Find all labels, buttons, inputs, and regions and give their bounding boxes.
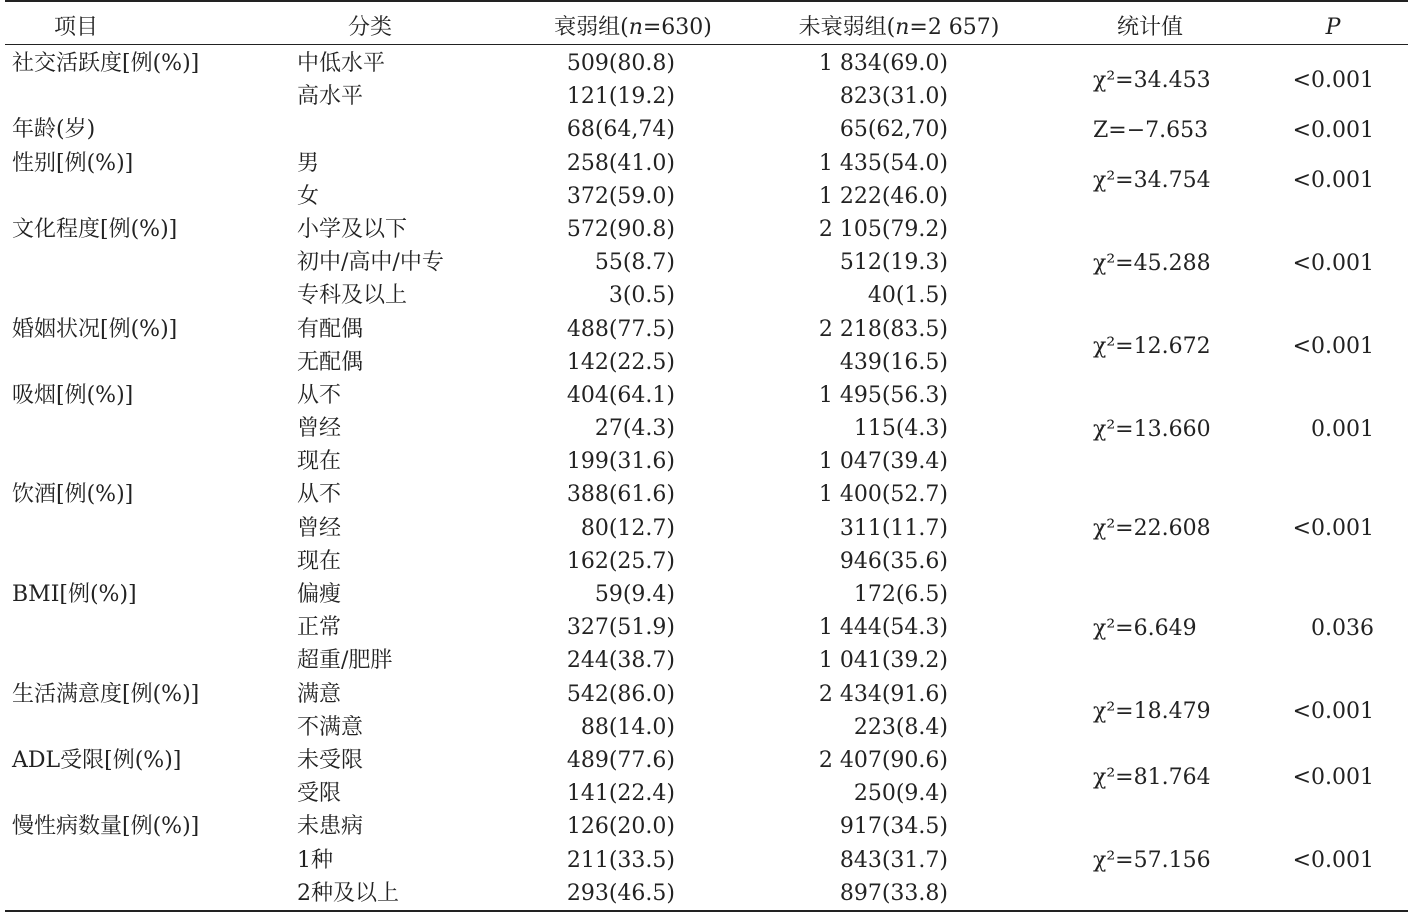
row-nonfrail-value: 2 105(79.2) [818, 216, 948, 242]
row-nonfrail-value: 1 435(54.0) [818, 150, 948, 176]
row-frail-value: 542(86.0) [566, 681, 675, 707]
table-row [0, 579, 1413, 612]
row-nonfrail-value: 512(19.3) [839, 250, 948, 276]
row-frail-value: 80(12.7) [580, 515, 675, 541]
row-frail-value: 258(41.0) [566, 150, 675, 176]
table-row [0, 214, 1413, 247]
row-category: 偏瘦 [297, 582, 342, 607]
header-nonfrail-n-value: =2 657) [909, 15, 1000, 40]
table-row [0, 280, 1413, 313]
row-nonfrail-value: 917(34.5) [839, 814, 948, 840]
row-frail-value: 327(51.9) [566, 615, 675, 641]
table-row [0, 380, 1413, 413]
p-value: <0.001 [1292, 68, 1374, 94]
row-nonfrail-value: 172(6.5) [853, 582, 948, 607]
row-category: 未患病 [297, 814, 364, 840]
p-value: <0.001 [1292, 848, 1374, 874]
row-category: 高水平 [297, 84, 364, 110]
row-category: 小学及以下 [297, 216, 408, 242]
p-value: <0.001 [1292, 250, 1374, 276]
row-frail-value: 88(14.0) [580, 714, 675, 740]
row-frail-value: 55(8.7) [594, 250, 675, 276]
row-item: 社交活跃度[例(%)] [12, 51, 200, 76]
row-nonfrail-value: 2 434(91.6) [818, 681, 948, 707]
p-value: <0.001 [1292, 333, 1374, 359]
table-row [0, 645, 1413, 678]
table-header [0, 2, 1413, 44]
p-value: 0.001 [1311, 416, 1374, 442]
row-frail-value: 141(22.4) [566, 781, 675, 807]
row-category: 正常 [297, 615, 342, 641]
statistic-value: χ²=12.672 [1093, 333, 1211, 359]
row-item: 年龄(岁) [12, 117, 96, 143]
statistic-value: χ²=34.754 [1093, 167, 1211, 193]
table-row [0, 479, 1413, 512]
row-item: 婚姻状况[例(%)] [12, 316, 178, 342]
p-value: <0.001 [1292, 167, 1374, 193]
row-frail-value: 572(90.8) [566, 216, 675, 242]
row-frail-value: 68(64,74) [566, 117, 675, 143]
row-nonfrail-value: 115(4.3) [853, 416, 948, 442]
row-item: 饮酒[例(%)] [12, 482, 134, 508]
row-frail-value: 509(80.8) [566, 51, 675, 76]
row-category: 曾经 [297, 515, 342, 541]
row-nonfrail-value: 1 047(39.4) [818, 449, 948, 475]
row-nonfrail-value: 823(31.0) [839, 84, 948, 110]
stat-group [0, 68, 1413, 94]
row-frail-value: 27(4.3) [594, 416, 675, 442]
row-frail-value: 126(20.0) [566, 814, 675, 840]
row-nonfrail-value: 1 222(46.0) [818, 183, 948, 209]
row-nonfrail-value: 2 218(83.5) [818, 316, 948, 342]
header-frail-group [554, 15, 712, 41]
stat-group [0, 848, 1413, 874]
table-row [0, 811, 1413, 844]
table-row [0, 546, 1413, 579]
row-category: 1种 [297, 847, 333, 873]
statistic-value: χ²=45.288 [1093, 250, 1211, 276]
statistic-value: χ²=6.649 [1093, 616, 1197, 641]
row-category: 满意 [297, 681, 342, 707]
table-header-rule [5, 44, 1408, 45]
row-category: 专科及以上 [297, 283, 408, 309]
row-frail-value: 388(61.6) [566, 482, 675, 508]
stat-group [0, 118, 1413, 144]
row-item: 性别[例(%)] [12, 150, 134, 176]
row-frail-value: 199(31.6) [566, 449, 675, 475]
row-category: 曾经 [297, 416, 342, 442]
row-category: 超重/肥胖 [297, 648, 393, 674]
row-frail-value: 121(19.2) [566, 84, 675, 110]
row-category: 受限 [297, 781, 342, 807]
row-nonfrail-value: 1 041(39.2) [818, 648, 948, 674]
row-category: 不满意 [297, 714, 364, 740]
p-value: <0.001 [1292, 765, 1374, 791]
row-frail-value: 211(33.5) [566, 847, 675, 873]
row-category: 初中/高中/中专 [297, 250, 444, 276]
row-nonfrail-value: 1 495(56.3) [818, 382, 948, 408]
row-category: 男 [297, 150, 320, 176]
row-category: 无配偶 [297, 349, 364, 375]
row-frail-value: 59(9.4) [594, 582, 675, 607]
header-statistic: 统计值 [1116, 15, 1184, 40]
row-nonfrail-value: 843(31.7) [839, 847, 948, 873]
header-item: 项目 [53, 15, 99, 40]
row-category: 现在 [297, 449, 342, 475]
row-nonfrail-value: 40(1.5) [867, 283, 948, 309]
row-frail-value: 244(38.7) [566, 648, 675, 674]
row-category: 现在 [297, 548, 342, 574]
row-frail-value: 293(46.5) [566, 880, 675, 906]
header-category: 分类 [347, 15, 393, 40]
row-frail-value: 372(59.0) [566, 183, 675, 209]
header-frail-n-symbol: n [628, 15, 643, 40]
header-p-symbol: P [1325, 15, 1341, 40]
row-frail-value: 404(64.1) [566, 382, 675, 408]
row-item: 生活满意度[例(%)] [12, 681, 200, 707]
statistic-value: χ²=81.764 [1093, 765, 1211, 791]
stat-group [0, 251, 1413, 277]
row-item: 文化程度[例(%)] [12, 216, 178, 242]
row-nonfrail-value: 223(8.4) [853, 714, 948, 740]
row-category: 未受限 [297, 747, 364, 773]
row-item: BMI[例(%)] [12, 582, 137, 607]
stat-group [0, 699, 1413, 725]
row-frail-value: 142(22.5) [566, 349, 675, 375]
row-nonfrail-value: 897(33.8) [839, 880, 948, 906]
row-frail-value: 3(0.5) [608, 283, 675, 309]
statistic-value: Z=−7.653 [1093, 118, 1209, 143]
row-nonfrail-value: 311(11.7) [839, 515, 948, 541]
stat-group [0, 616, 1413, 642]
statistic-value: χ²=18.479 [1093, 699, 1211, 724]
p-value: <0.001 [1292, 699, 1374, 724]
row-frail-value: 162(25.7) [566, 548, 675, 574]
p-value: 0.036 [1311, 616, 1374, 641]
row-nonfrail-value: 250(9.4) [853, 781, 948, 807]
statistic-value: χ²=22.608 [1093, 516, 1211, 542]
statistic-value: χ²=34.453 [1093, 68, 1211, 94]
stat-group [0, 516, 1413, 542]
row-frail-value: 489(77.6) [566, 747, 675, 773]
row-nonfrail-value: 439(16.5) [839, 349, 948, 375]
row-category: 有配偶 [297, 316, 364, 342]
row-category: 2种及以上 [297, 880, 399, 906]
stat-group [0, 417, 1413, 443]
row-category: 女 [297, 183, 320, 209]
header-frail-n-value: =630) [642, 15, 712, 40]
row-category: 中低水平 [297, 51, 386, 76]
stat-group [0, 334, 1413, 360]
statistic-value: χ²=13.660 [1093, 416, 1211, 442]
header-p [1326, 15, 1341, 41]
p-value: <0.001 [1292, 118, 1374, 143]
row-nonfrail-value: 1 444(54.3) [818, 615, 948, 641]
header-frail-prefix: 衰弱组( [554, 15, 629, 40]
table-row [0, 446, 1413, 479]
stat-group [0, 765, 1413, 791]
row-item: 吸烟[例(%)] [12, 382, 134, 408]
row-nonfrail-value: 946(35.6) [839, 548, 948, 574]
row-nonfrail-value: 65(62,70) [839, 117, 948, 143]
row-nonfrail-value: 1 834(69.0) [818, 51, 948, 76]
p-value: <0.001 [1292, 516, 1374, 542]
row-category: 从不 [297, 382, 342, 408]
row-item: ADL受限[例(%)] [12, 747, 182, 773]
row-item: 慢性病数量[例(%)] [12, 814, 200, 840]
stat-group [0, 168, 1413, 194]
row-category: 从不 [297, 482, 342, 508]
row-nonfrail-value: 1 400(52.7) [818, 482, 948, 508]
header-nonfrail-prefix: 未衰弱组( [798, 15, 896, 40]
table-row [0, 878, 1413, 911]
header-nonfrail-n-symbol: n [895, 15, 910, 40]
header-nonfrail-group [799, 15, 1000, 41]
row-frail-value: 488(77.5) [566, 316, 675, 342]
table-bottom-rule [5, 910, 1408, 912]
statistic-value: χ²=57.156 [1093, 848, 1211, 874]
row-nonfrail-value: 2 407(90.6) [818, 747, 948, 773]
